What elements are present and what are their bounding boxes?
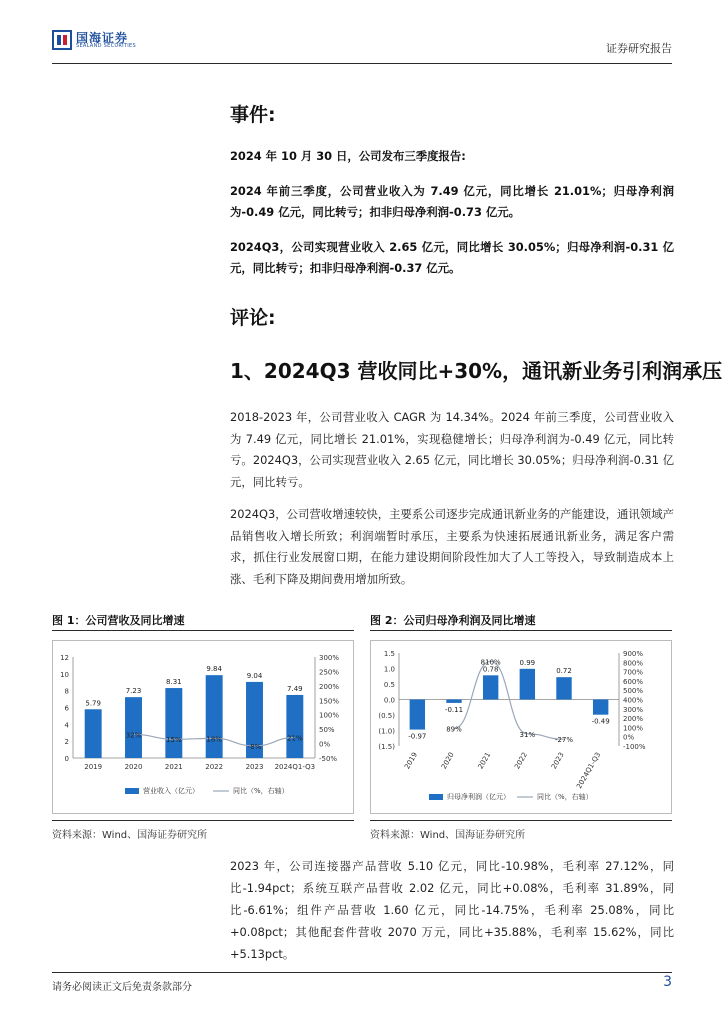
bar (520, 669, 535, 700)
left-tick-label: 6 (64, 704, 69, 713)
line-value-label: 32% (125, 731, 142, 740)
figure2-top-rule (370, 630, 672, 631)
category-label: 2020 (439, 751, 456, 771)
category-label: 2021 (164, 763, 183, 771)
legend-bar-label: 归母净利润（亿元） (447, 793, 510, 801)
figure2-title: 图 2：公司归母净利润及同比增速 (370, 614, 536, 627)
right-tick-label: 100% (623, 724, 644, 733)
figure1-bottom-rule (52, 820, 354, 821)
category-label: 2021 (476, 751, 493, 771)
event-paragraph-3: 2024Q3，公司实现营业收入 2.65 亿元，同比增长 30.05%；归母净利润-0.31 亿元，同比转亏；扣非归母净利润-0.37 亿元。 (230, 240, 674, 275)
bar-value-label: 9.84 (206, 665, 222, 674)
category-label: 2019 (403, 751, 420, 771)
right-tick-label: 500% (623, 687, 644, 696)
right-tick-label: 600% (623, 677, 644, 686)
left-tick-label: 0.0 (383, 696, 395, 705)
sealand-logo-icon (52, 30, 72, 50)
event-paragraph-1: 2024 年 10 月 30 日，公司发布三季度报告: (230, 149, 466, 163)
bar (85, 709, 102, 758)
footer-disclaimer: 请务必阅读正文后免责条款部分 (52, 982, 192, 993)
figure1-source: 资料来源：Wind、国海证券研究所 (52, 830, 208, 841)
bar-value-label: -0.97 (408, 732, 427, 741)
comment-paragraph-3: 2023 年，公司连接器产品营收 5.10 亿元，同比-10.98%，毛利率 27.12%，同比-1.94pct；系统互联产品营收 2.02 亿元，同比+0.08%，毛利率 31.89%，同比-6.61%；组件产品营收 1.60 亿元，同比-14.75%，毛利率 25.08%，同比+0.08pct；其他配套件营收 2070 万元，同比+35.88%，毛利率 15.62%，同比+5.13pct。 (230, 859, 674, 961)
comment-paragraph-2: 2024Q3，公司营收增速较快，主要系公司逐步完成通讯新业务的产能建设，通讯领域产品销售收入增长所致；利润端暂时承压，主要系为快速拓展通讯新业务，满足客户需求，抓住行业发展窗口期，在能力建设期间阶段性加大了人工等投入，导致制造成本上涨、毛利下降及期间费用增加所致。 (230, 507, 674, 586)
right-tick-label: 150% (319, 697, 340, 706)
right-tick-label: 0% (319, 740, 331, 749)
legend-bar-swatch (125, 788, 139, 794)
figure1-title: 图 1：公司营收及同比增速 (52, 614, 185, 627)
bar-value-label: 0.99 (519, 658, 536, 667)
left-tick-label: 0 (64, 755, 69, 763)
bar-value-label: -0.11 (444, 705, 464, 714)
line-value-label: 31% (519, 730, 536, 739)
brand-name-en: SEALAND SECURITIES (76, 42, 136, 49)
figure2-chart-box (370, 640, 672, 814)
bar (446, 700, 461, 703)
right-tick-label: -50% (319, 755, 338, 763)
line-value-label: -27% (554, 736, 574, 745)
line-value-label: 18% (206, 735, 222, 744)
line-value-label: 810% (480, 658, 501, 667)
left-tick-label: 0.5 (383, 681, 395, 689)
right-tick-label: 200% (319, 682, 340, 691)
right-tick-label: 800% (623, 659, 644, 668)
section-title: 1、2024Q3 营收同比+30%，通讯新业务引利润承压 (230, 359, 723, 383)
left-tick-label: 10 (60, 670, 69, 679)
left-tick-label: 1.0 (383, 665, 395, 674)
bar (286, 695, 303, 758)
legend-bar-label: 营业收入（亿元） (143, 787, 199, 795)
right-tick-label: 900% (623, 650, 644, 658)
category-label: 2024Q1-Q3 (575, 751, 603, 791)
figure2-bottom-rule (370, 820, 672, 821)
category-label: 2020 (124, 763, 143, 771)
bar-value-label: 9.04 (246, 671, 263, 680)
bar (556, 677, 571, 699)
right-tick-label: 50% (319, 726, 335, 735)
revenue-chart (53, 641, 353, 813)
line-value-label: 89% (446, 725, 462, 734)
bar-value-label: 0.78 (482, 665, 499, 674)
footer-divider (52, 972, 672, 973)
figure1-top-rule (52, 630, 354, 631)
left-tick-label: (1.0) (378, 727, 395, 736)
left-tick-label: 12 (60, 654, 69, 662)
bar (410, 700, 425, 730)
event-heading: 事件: (230, 104, 276, 126)
right-tick-label: 250% (319, 668, 340, 677)
category-label: 2019 (84, 763, 103, 771)
comment-paragraph-1: 2018-2023 年，公司营业收入 CAGR 为 14.34%。2024 年前三季度，公司营业收入为 7.49 亿元，同比增长 21.01%，实现稳健增长；归母净利润为-0.49 亿元，同比转亏。2024Q3，公司实现营业收入 2.65 亿元，同比增长 30.05%；归母净利润-0.31 亿元，同比转亏。 (230, 410, 674, 489)
figure2-source: 资料来源：Wind、国海证券研究所 (370, 830, 526, 841)
header-divider (52, 63, 672, 64)
category-label: 2023 (245, 763, 264, 771)
legend-line-label: 同比（%，右轴） (233, 787, 289, 795)
category-label: 2024Q1-Q3 (274, 763, 316, 771)
line-value-label: -8% (247, 742, 262, 751)
report-type: 证券研究报告 (606, 42, 672, 55)
category-label: 2022 (205, 763, 224, 771)
bar (125, 697, 142, 758)
category-label: 2023 (549, 751, 566, 771)
right-tick-label: 0% (623, 733, 635, 742)
right-tick-label: 700% (623, 668, 644, 677)
bar-value-label: 5.79 (85, 699, 101, 708)
right-tick-label: 200% (623, 715, 644, 724)
left-tick-label: 4 (64, 721, 69, 730)
bar-value-label: 7.49 (287, 684, 303, 693)
category-label: 2022 (513, 751, 530, 771)
line-value-label: 15% (166, 736, 182, 745)
bar-value-label: 7.23 (125, 687, 142, 696)
bar-value-label: 0.72 (556, 667, 572, 676)
net-profit-chart (371, 641, 671, 813)
left-tick-label: 2 (64, 738, 69, 747)
brand-logo (52, 30, 136, 50)
bar-value-label: -0.49 (591, 717, 610, 726)
right-tick-label: 300% (623, 705, 644, 714)
bar (593, 700, 608, 715)
bar (483, 675, 498, 699)
left-tick-label: (1.5) (378, 743, 395, 751)
left-tick-label: 8 (64, 687, 69, 696)
bar (165, 688, 182, 758)
left-tick-label: (0.5) (378, 712, 395, 720)
right-tick-label: 400% (623, 696, 644, 705)
right-tick-label: -100% (623, 743, 646, 751)
yoy-line (454, 658, 564, 739)
event-paragraph-2: 2024 年前三季度，公司营业收入为 7.49 亿元，同比增长 21.01%；归母净利润为-0.49 亿元，同比转亏；扣非归母净利润-0.73 亿元。 (230, 184, 674, 219)
bar (206, 675, 223, 758)
legend-line-label: 同比（%，右轴） (537, 793, 593, 801)
right-tick-label: 100% (319, 711, 340, 720)
brand-name: 国海证券 (76, 30, 129, 45)
page-number: 3 (663, 974, 672, 990)
bar-value-label: 8.31 (166, 678, 182, 687)
left-tick-label: 1.5 (383, 650, 395, 658)
line-value-label: 21% (287, 734, 303, 743)
figure1-chart-box (52, 640, 354, 814)
comment-heading: 评论: (230, 307, 276, 329)
legend-bar-swatch (429, 794, 443, 800)
right-tick-label: 300% (319, 654, 340, 662)
